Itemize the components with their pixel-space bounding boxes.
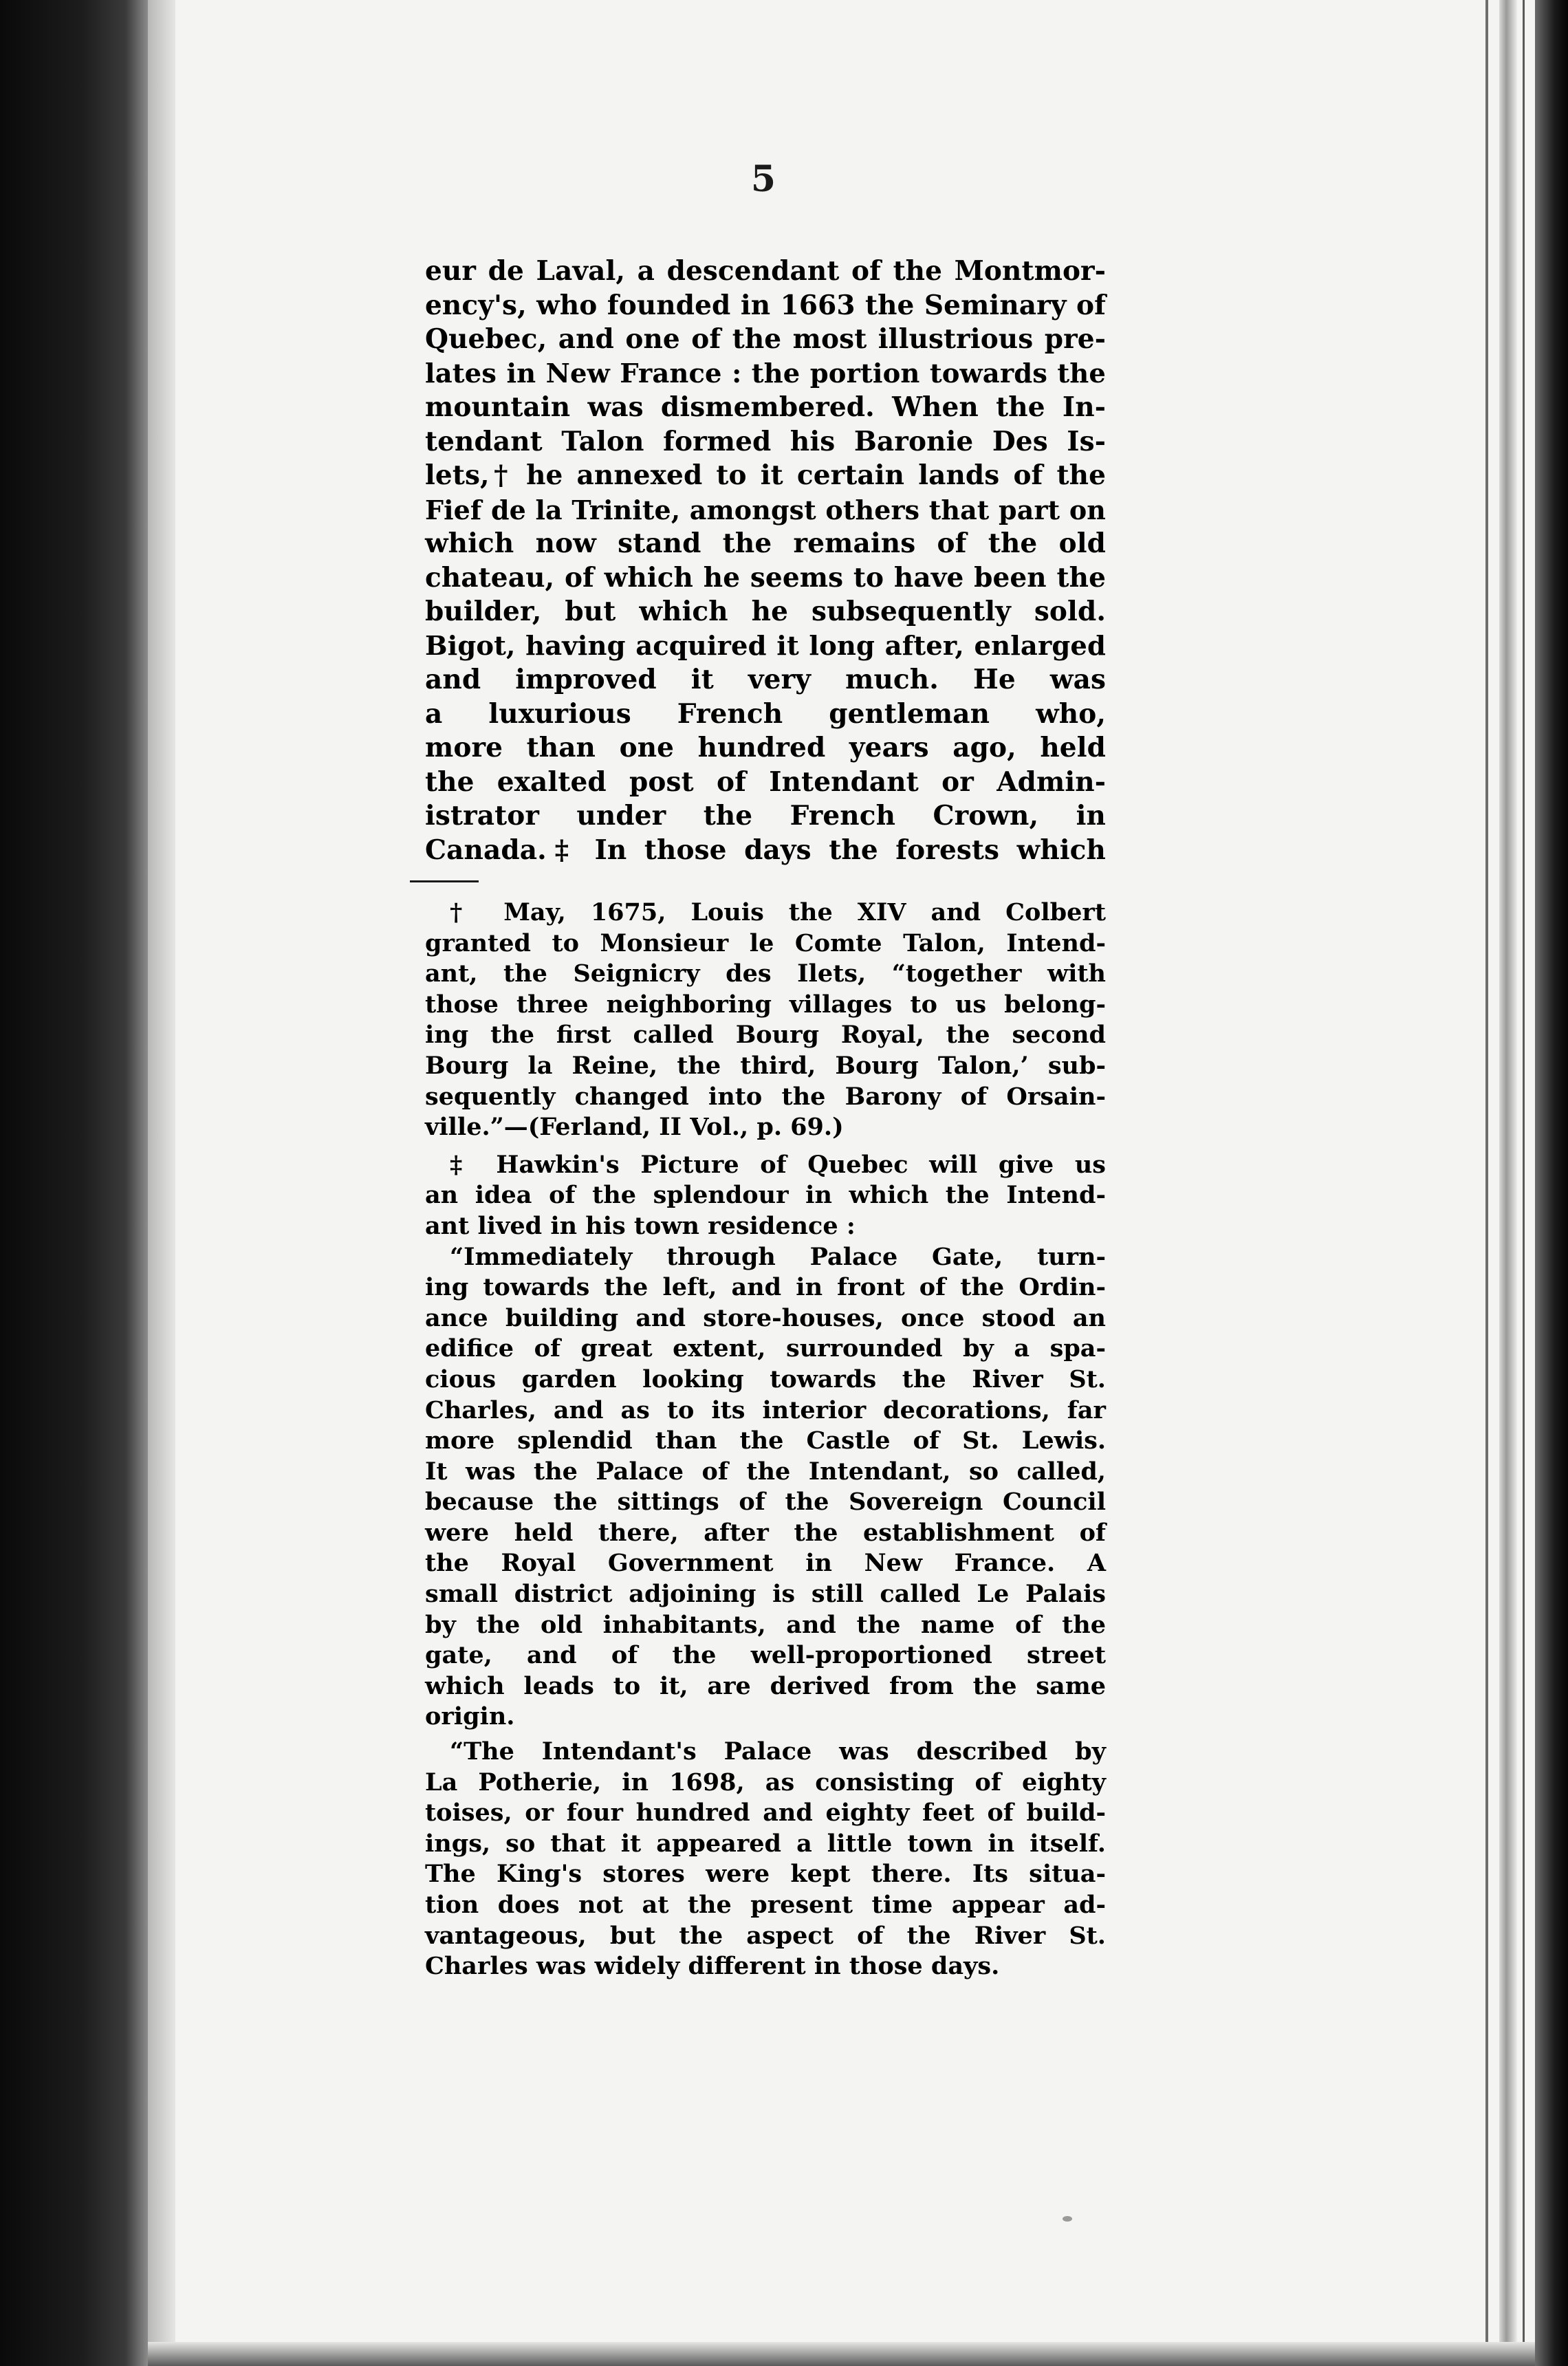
footnote-line: Bourg la Reine, the third, Bourg Talon,’ sub- [425,1051,1106,1080]
footnote-line: It was the Palace of the Intendant, so called, [425,1457,1106,1486]
text-line: Canada.‡ In those days the forests which [425,834,1106,866]
footnote-rule [410,880,479,882]
page-number: 5 [750,158,776,200]
footnote-line: ant, the Seignicry des Ilets, “together with [425,959,1106,988]
footnote-line: granted to Monsieur le Comte Talon, Intend- [425,929,1106,957]
footnote-line: sequently changed into the Barony of Orsain- [425,1082,1106,1111]
text-line: Bigot, having acquired it long after, enlarged [425,630,1106,662]
footnote-line: because the sittings of the Sovereign Council [425,1488,1106,1517]
footnote-line: by the old inhabitants, and the name of the [425,1610,1106,1639]
scan-left-border [0,0,148,2366]
text-line: Quebec, and one of the most illustrious pre- [425,323,1106,355]
text-line: eur de Laval, a descendant of the Montmor- [425,255,1106,287]
text-line: tendant Talon formed his Baronie Des Is- [425,425,1106,457]
footnote-line: tion does not at the present time appear ad- [425,1891,1106,1919]
text-line: and improved it very much. He was [425,664,1106,695]
text-line: builder, but which he subsequently sold. [425,596,1106,627]
footnotes [425,898,1106,1982]
text-line: mountain was dismembered. When the In- [425,391,1106,423]
footnote-line: those three neighboring villages to us belong- [425,990,1106,1019]
footnote-line: cious garden looking towards the River St. [425,1365,1106,1393]
footnote-line: Charles, and as to its interior decorations, far [425,1396,1106,1424]
footnote-line: † May, 1675, Louis the XIV and Colbert [450,898,1106,926]
scan-bottom-shadow [148,2342,1535,2366]
quote-palace-gate [425,1242,1106,1733]
page-edge [1499,0,1517,2366]
page-edge-line [1523,0,1525,2366]
footnote-line: ing towards the left, and in front of the Ordin- [425,1273,1106,1302]
footnote-line: ville.”—(Ferland, II Vol., p. 69.) [425,1113,844,1142]
text-line: ency's, who founded in 1663 the Seminary of [425,289,1106,321]
text-line: a luxurious French gentleman who, [425,697,1106,730]
footnote-line: ‡ Hawkin's Picture of Quebec will give us [450,1150,1106,1179]
footnote-dagger [425,898,1106,1143]
scan-speck [1063,2216,1072,2222]
page-edge-line [1485,0,1488,2366]
footnote-line: which leads to it, are derived from the same [425,1671,1106,1700]
text-line: more than one hundred years ago, held [425,732,1106,763]
footnote-line: small district adjoining is still called Le Palais [425,1580,1106,1609]
footnote-line: “Immediately through Palace Gate, turn- [450,1242,1106,1271]
footnote-double-dagger [425,1150,1106,1242]
footnote-line: ing the first called Bourg Royal, the second [425,1021,1106,1050]
text-line: the exalted post of Intendant or Admin- [425,766,1106,798]
text-line: lates in New France : the portion towards the [425,358,1106,389]
text-line: Fief de la Trinite, amongst others that part on [425,494,1106,525]
footnote-line: Charles was widely different in those days. [425,1952,1000,1981]
footnote-line: edifice of great extent, surrounded by a spa- [425,1334,1106,1363]
scan-right-border [1535,0,1568,2366]
footnote-line: ant lived in his town residence : [425,1211,856,1240]
footnote-line: “The Intendant's Palace was described by [450,1737,1106,1766]
footnote-line: ance building and store-houses, once stood an [425,1303,1106,1332]
text-line: lets,† he annexed to it certain lands of the [425,459,1106,491]
footnote-line: were held there, after the establishment of [425,1518,1106,1547]
footnote-line: more splendid than the Castle of St. Lewis. [425,1426,1106,1455]
main-body-text [425,254,1106,867]
footnote-line: toises, or four hundred and eighty feet of build- [425,1799,1106,1827]
footnote-line: ings, so that it appeared a little town in itself. [425,1829,1106,1858]
footnote-line: an idea of the splendour in which the Intend- [425,1181,1106,1210]
footnote-line: vantageous, but the aspect of the River St. [425,1921,1106,1950]
scan-left-shadow [148,0,175,2366]
quote-intendant-palace [425,1737,1106,1982]
footnote-line: The King's stores were kept there. Its situa- [425,1860,1106,1889]
text-line: which now stand the remains of the old [425,528,1106,559]
footnote-line: gate, and of the well-proportioned street [425,1641,1106,1670]
footnote-line: La Potherie, in 1698, as consisting of eighty [425,1768,1106,1797]
text-line: chateau, of which he seems to have been the [425,561,1106,594]
footnote-line: the Royal Government in New France. A [425,1549,1106,1578]
text-line: istrator under the French Crown, in [425,800,1106,832]
footnote-line: origin. [425,1702,515,1731]
